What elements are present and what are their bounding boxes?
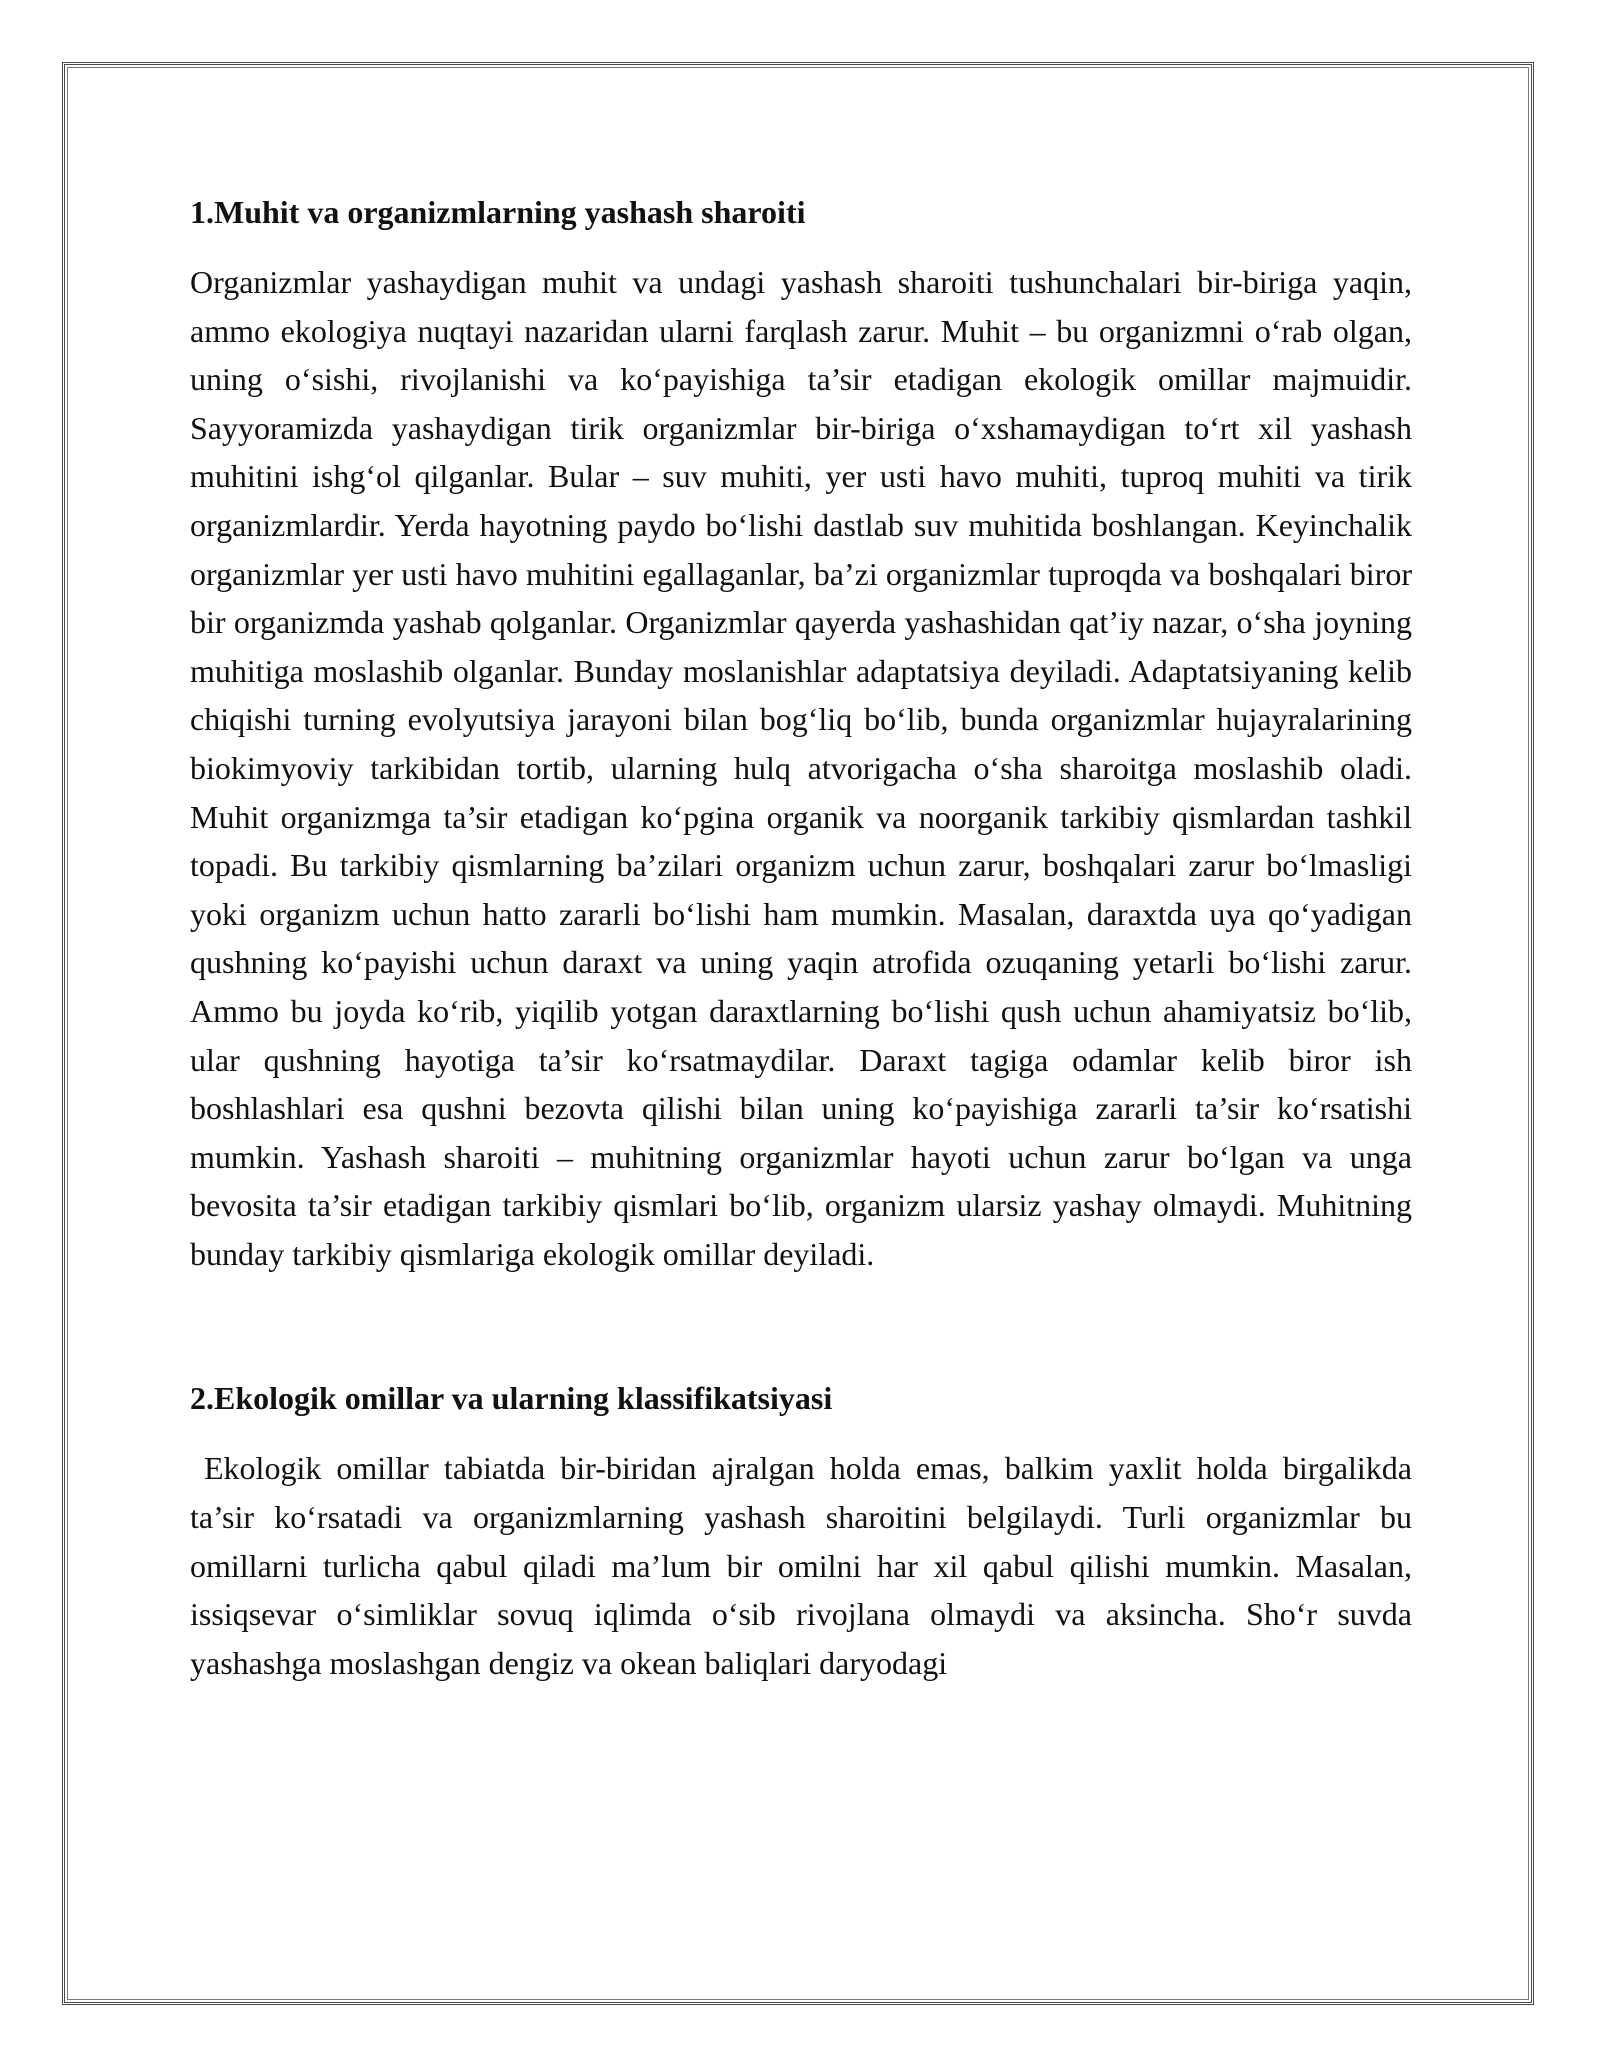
section-paragraph-2: Ekologik omillar tabiatda bir-biridan ajralgan holda emas, balkim yaxlit holda birgalikda ta’sir ko‘rsatadi va organizmlarning yashash sharoitini belgilaydi. Turli organizmlar bu omillarni turlicha qabul qiladi ma’lum bir omilni har xil qabul qilishi mumkin. Masalan, issiqsevar o‘simliklar sovuq iqlimda o‘sib rivojlana olmaydi va aksincha. Sho‘r suvda yashashga moslashgan dengiz va okean baliqlari daryodagi — [190, 1450, 1412, 1681]
section-paragraph-1: Organizmlar yashaydigan muhit va undagi yashash sharoiti tushunchalari bir-biriga yaqin, ammo ekologiya nuqtayi nazaridan ularni farqlash zarur. Muhit – bu organizmni o‘rab olgan, uning o‘sishi, rivojlanishi va ko‘payishiga ta’sir etadigan ekologik omillar majmuidir. Sayyoramizda yashaydigan tirik organizmlar bir-biriga o‘xshamaydigan to‘rt xil yashash muhitini ishg‘ol qilganlar. Bular – suv muhiti, yer usti havo muhiti, tuproq muhiti va tirik organizmlardir. Yerda hayotning paydo bo‘lishi dastlab suv muhitida boshlangan. Keyinchalik organizmlar yer usti havo muhitini egallaganlar, ba’zi organizmlar tuproqda va boshqalari biror bir organizmda yashab qolganlar. Organizmlar qayerda yashashidan qat’iy nazar, o‘sha joyning muhitiga moslashib olganlar. Bunday moslanishlar adaptatsiya deyiladi. Adaptatsiyaning kelib chiqishi turning evolyutsiya jarayoni bilan bog‘liq bo‘lib, bunda organizmlar hujayralarining biokimyoviy tarkibidan tortib, ularning hulq atvorigacha o‘sha sharoitga moslashib oladi. Muhit organizmga ta’sir etadigan ko‘pgina organik va noorganik tarkibiy qismlardan tashkil topadi. Bu tarkibiy qismlarning ba’zilari organizm uchun zarur, boshqalari zarur bo‘lmasligi yoki organizm uchun hatto zararli bo‘lishi ham mumkin. Masalan, daraxtda uya qo‘yadigan qushning ko‘payishi uchun daraxt va uning yaqin atrofida ozuqaning yetarli bo‘lishi zarur. Ammo bu joyda ko‘rib, yiqilib yotgan daraxtlarning bo‘lishi qush uchun ahamiyatsiz bo‘lib, ular qushning hayotiga ta’sir ko‘rsatmaydilar. Daraxt tagiga odamlar kelib biror ish boshlashlari esa qushni bezovta qilishi bilan uning ko‘payishiga zararli ta’sir ko‘rsatishi mumkin. Yashash sharoiti – muhitning organizmlar hayoti uchun zarur bo‘lgan va unga bevosita ta’sir etadigan tarkibiy qismlari bo‘lib, organizm ularsiz yashay olmaydi. Muhitning bunday tarkibiy qismlariga ekologik omillar deyiladi. — [190, 264, 1412, 1272]
section-heading-1: 1.Muhit va organizmlarning yashash sharoiti — [190, 194, 806, 230]
section-heading-2: 2.Ekologik omillar va ularning klassifikatsiyasi — [190, 1380, 833, 1417]
document-body — [190, 188, 1412, 1687]
